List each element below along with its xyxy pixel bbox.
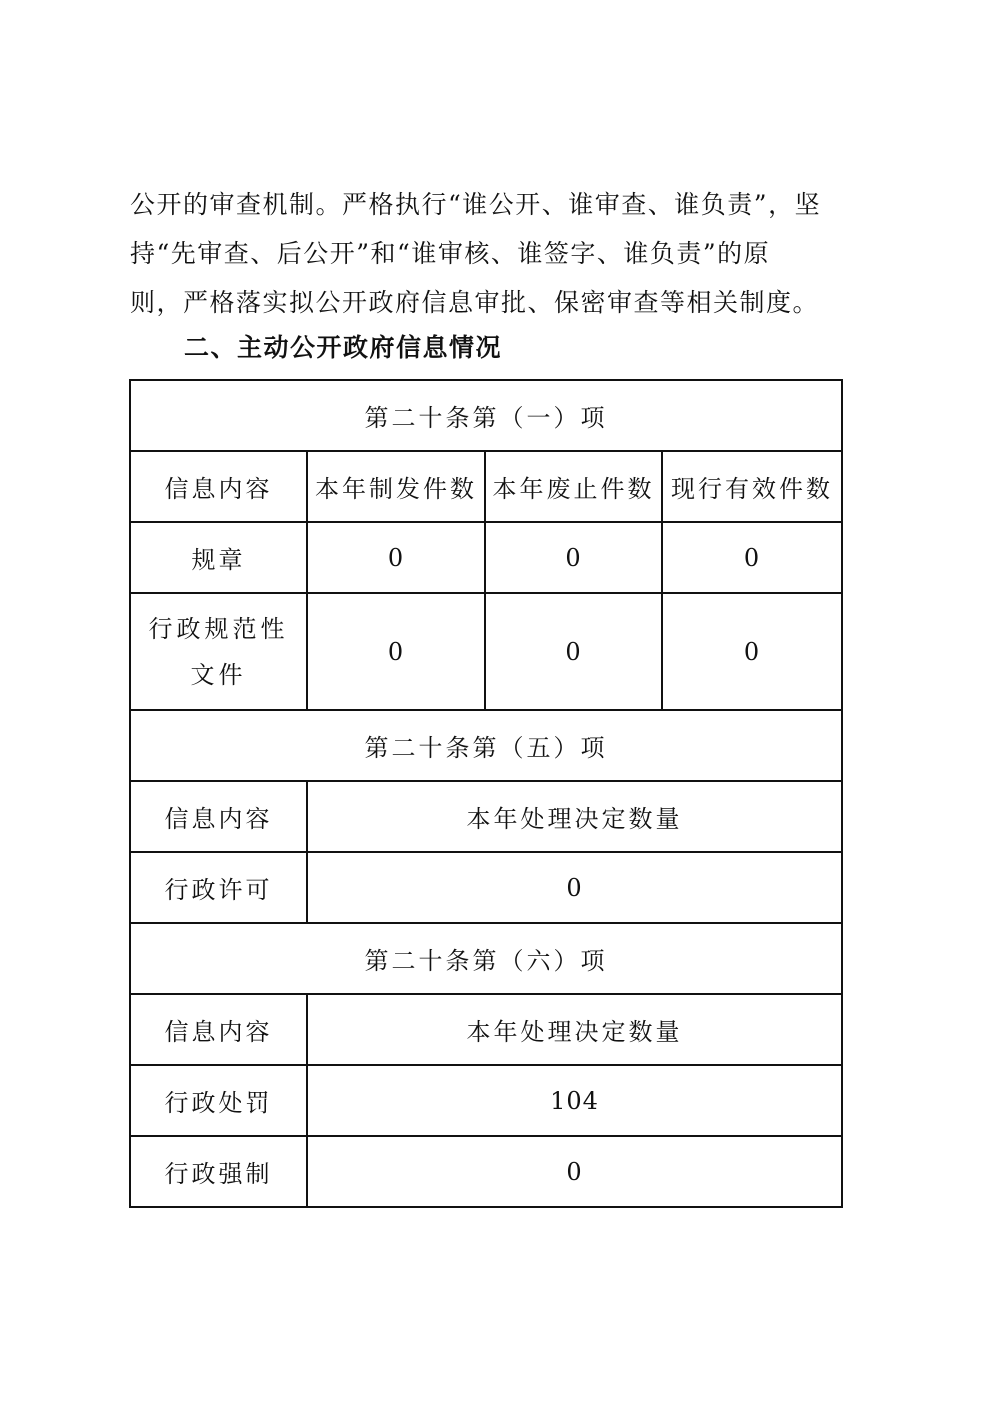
column-header: 本年制发件数 (307, 451, 485, 522)
column-header: 本年处理决定数量 (307, 781, 842, 852)
table-title-row (130, 923, 842, 994)
column-header: 本年废止件数 (485, 451, 662, 522)
cell-value: 0 (485, 522, 662, 593)
table-header-row (130, 994, 842, 1065)
cell-value: 0 (307, 593, 485, 710)
column-header: 现行有效件数 (662, 451, 842, 522)
cell-value: 0 (662, 593, 842, 710)
cell-value: 0 (662, 522, 842, 593)
disclosure-table (129, 379, 843, 1208)
cell-value: 0 (485, 593, 662, 710)
section-heading: 二、主动公开政府信息情况 (184, 333, 503, 362)
intro-line: 持“先审查、后公开”和“谁审核、谁签字、谁负责”的原 (130, 239, 771, 268)
column-header: 信息内容 (130, 451, 307, 522)
table-row (130, 1136, 842, 1207)
table-row (130, 522, 842, 593)
table-row (130, 593, 842, 710)
table-title-row (130, 710, 842, 781)
row-label: 行政强制 (130, 1136, 307, 1207)
cell-value: 0 (307, 1136, 842, 1207)
row-label: 行政处罚 (130, 1065, 307, 1136)
intro-line: 公开的审查机制。严格执行“谁公开、谁审查、谁负责”，坚 (130, 190, 822, 219)
row-label: 行政许可 (130, 852, 307, 923)
table-title-row (130, 380, 842, 451)
row-label: 行政规范性文件 (130, 593, 307, 710)
block-title: 第二十条第（五）项 (130, 710, 842, 781)
intro-line: 则，严格落实拟公开政府信息审批、保密审查等相关制度。 (130, 288, 820, 317)
row-label: 规章 (130, 522, 307, 593)
table-row (130, 1065, 842, 1136)
column-header: 信息内容 (130, 781, 307, 852)
column-header: 本年处理决定数量 (307, 994, 842, 1065)
block-title: 第二十条第（六）项 (130, 923, 842, 994)
cell-value: 0 (307, 852, 842, 923)
table-row (130, 852, 842, 923)
intro-paragraph (130, 180, 858, 327)
cell-value: 0 (307, 522, 485, 593)
table-header-row (130, 781, 842, 852)
column-header: 信息内容 (130, 994, 307, 1065)
table-header-row (130, 451, 842, 522)
cell-value: 104 (307, 1065, 842, 1136)
block-title: 第二十条第（一）项 (130, 380, 842, 451)
